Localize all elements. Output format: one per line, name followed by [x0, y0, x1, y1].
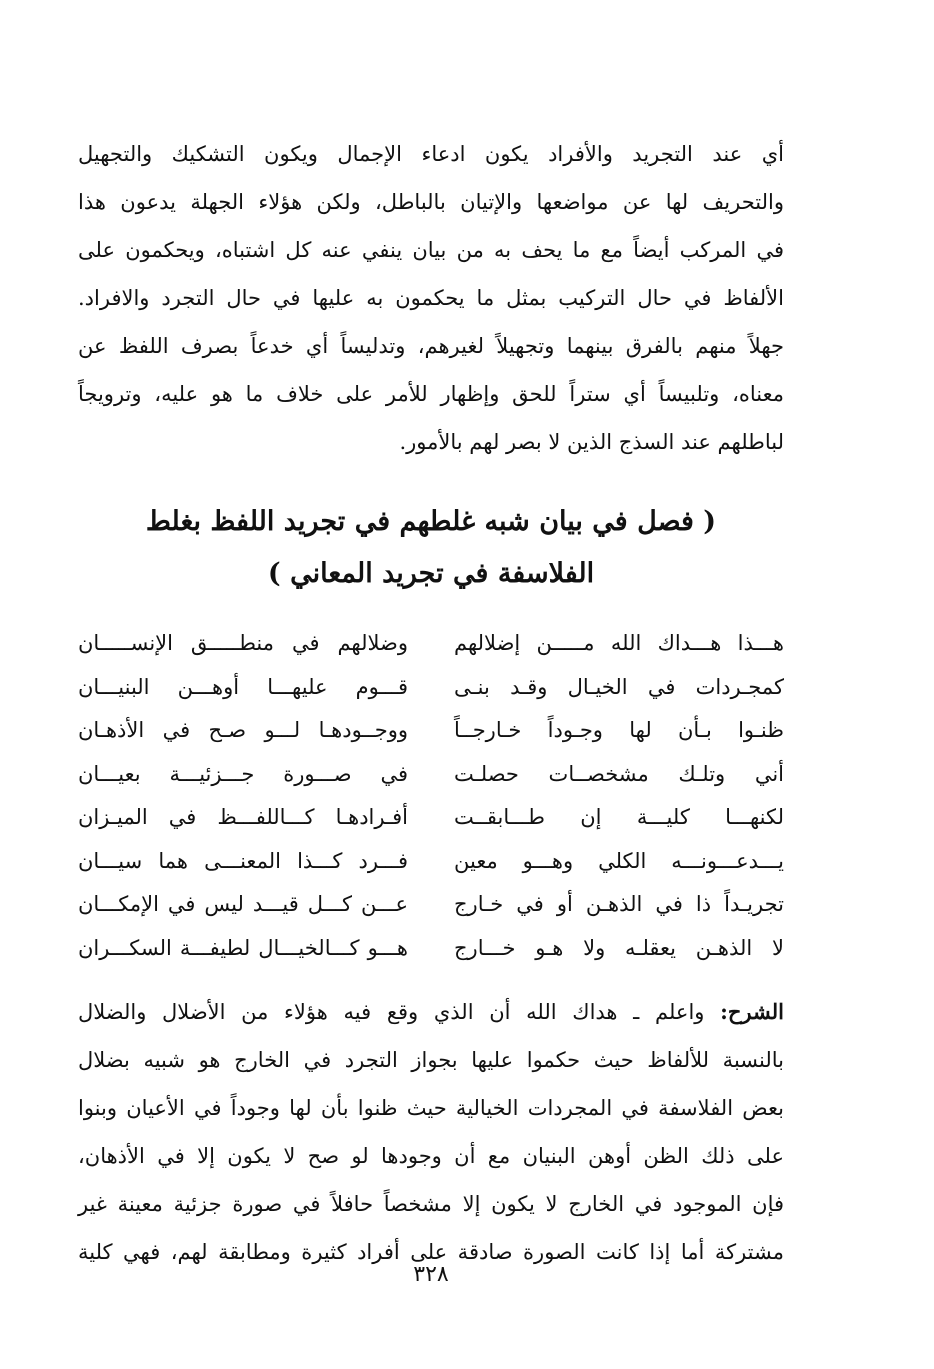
commentary-line: فإن الموجود في الخارج لا يكون إلا مشخصاً حافلاً في صورة جزئية معينة غير [78, 1192, 784, 1216]
verse-second-hemistich: ووجــودهـا لـــو صـح في الأذهـان [78, 718, 408, 742]
verse [78, 709, 784, 753]
intro-paragraph [78, 130, 784, 466]
verse [78, 883, 784, 927]
poem-verses [78, 622, 784, 970]
verse-second-hemistich: وضلالهم في منطـــــق الإنســـــان [78, 631, 408, 655]
verse-second-hemistich: في صـــورة جـــزئيـــة بعيـــان [78, 761, 408, 786]
verse-second-hemistich: قـــوم عليهـــا أوهـــن البنيـــان [78, 674, 408, 699]
intro-line: الألفاظ في حال التركيب بمثل ما يحكمون به عليها في حال التجرد والافراد. [78, 286, 784, 310]
commentary-paragraph [78, 988, 784, 1276]
verse-second-hemistich: عـــن كـــل قيـــد ليس في الإمكـــان [78, 892, 408, 916]
verse-first-hemistich: كمجـردات في الخيـال وقـد بنـى [454, 674, 784, 699]
page-body [78, 0, 784, 1369]
verse [78, 753, 784, 797]
heading-line: ( فصل في بيان شبه غلطهم في تجريد اللفظ بغلط [145, 506, 717, 537]
verse-first-hemistich: لا الذهـن يعقلـه ولا هـو خـــارج [454, 935, 784, 960]
section-heading [78, 496, 784, 600]
verse-first-hemistich: هـــذا هـــداك الله مـــــن إضلالهم [454, 631, 784, 655]
verse [78, 622, 784, 666]
page-number: ٣٢٨ [413, 1262, 449, 1287]
commentary-line: على ذلك الظن أوهن البنيان مع أن وجودها لو صح لا يكون إلا في الأذهان، [78, 1144, 784, 1168]
verse-first-hemistich: أني وتلـك مشخصــات حصلـت [454, 761, 784, 786]
verse-second-hemistich: فـــرد كـــذا المعنـــى هما سيـــان [78, 848, 408, 873]
verse-first-hemistich: يـــدعـــونـــه الكلي وهـــو معين [454, 848, 784, 873]
verse [78, 796, 784, 840]
intro-line: لباطلهم عند السذج الذين لا بصر لهم بالأمور. [399, 430, 784, 454]
intro-line: في المركب أيضاً مع ما يحف به من بيان ينفي عنه كل اشتباه، ويحكمون على [78, 238, 784, 262]
verse [78, 927, 784, 971]
verse-first-hemistich: ظنـوا بـأن لها وجـوداً خـارجــاً [454, 718, 784, 742]
commentary-line [78, 988, 784, 1036]
intro-line: والتحريف لها عن مواضعها والإتيان بالباطل، ولكن هؤلاء الجهلة يدعون هذا [78, 190, 784, 214]
intro-line: جهلاً منهم بالفرق بينهما وتجهيلاً لغيرهم، وتدليساً أي خدعاً بصرف اللفظ عن [78, 334, 784, 358]
verse-second-hemistich: هـــو كـــالخيـــال لطيفـــة السكـــران [78, 935, 408, 960]
verse [78, 666, 784, 710]
commentary-label: الشرح: [720, 999, 784, 1024]
commentary-line: بعض الفلاسفة في المجردات الخيالية حيث ظنوا بأن لها وجوداً في الأعيان وبنوا [78, 1096, 784, 1120]
heading-line: الفلاسفة في تجريد المعاني ) [267, 558, 595, 589]
intro-line: معناه، وتلبيساً أي ستراً للحق وإظهار للأمر على خلاف ما هو عليه، وترويجاً [78, 382, 784, 406]
verse [78, 840, 784, 884]
commentary-first-line-text: واعلم ـ هداك الله أن الذي وقع فيه هؤلاء من الأضلال والضلال [78, 1000, 721, 1024]
commentary-line: بالنسبة للألفاظ حيث حكموا عليها بجواز التجرد في الخارج هو شبيه بضلال [78, 1048, 784, 1072]
verse-first-hemistich: تجريـداً ذا في الذهـن أو في خـارج [454, 892, 784, 916]
verse-first-hemistich: لكنهـــا كليـــة إن طـــابقــت [454, 805, 784, 829]
verse-second-hemistich: أفـرادهـا كـــاللفـــظ في الميـزان [78, 805, 408, 829]
intro-line: أي عند التجريد والأفراد يكون ادعاء الإجمال ويكون التشكيك والتجهيل [78, 142, 784, 166]
commentary-line: مشتركة أما إذا كانت الصورة صادقة على أفراد كثيرة ومطابقة لهم، فهي كلية [78, 1240, 784, 1264]
